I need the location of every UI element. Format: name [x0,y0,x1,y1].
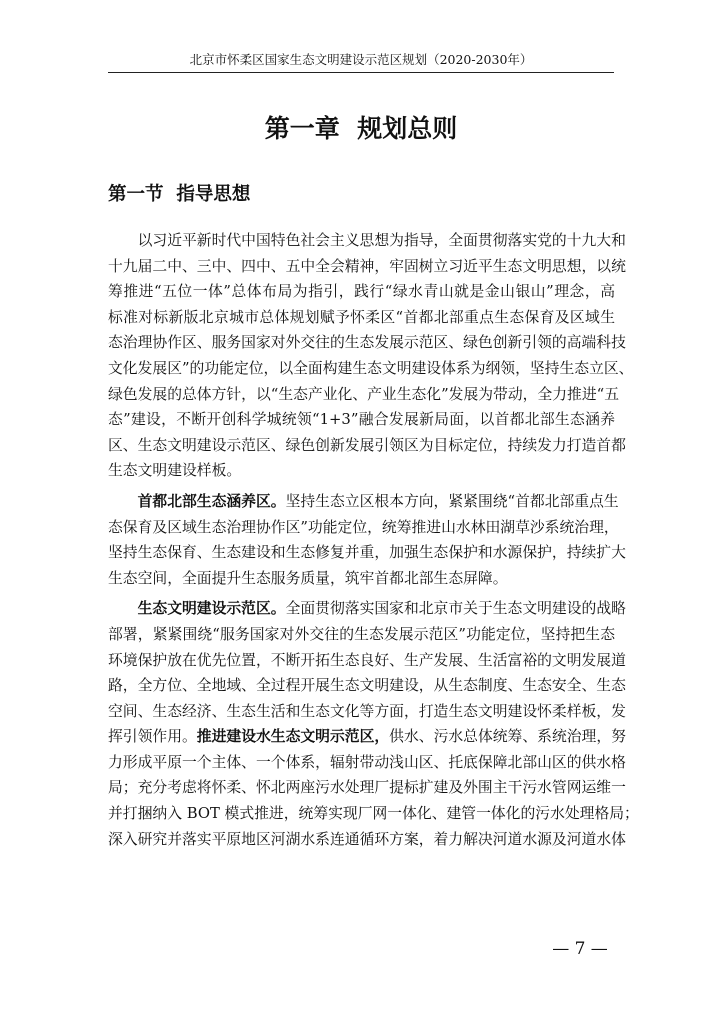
chapter-title: 第一章 规划总则 [264,114,458,143]
text-line: 以习近平新时代中国特色社会主义思想为指导，全面贯彻落实党的十九大和 [137,232,626,249]
text-run: 全面贯彻落实国家和北京市关于生态文明建设的战略 [285,600,626,618]
text-line: 路，全方位、全地域、全过程开展生态文明建设，从生态制度、生态安全、生态 [108,677,626,695]
text-line [108,596,626,622]
paragraph-lead-heading: 首都北部生态涵养区。 [137,492,286,510]
text-line: 文化发展区”的功能定位，以全面构建生态文明建设体系为纲领，坚持生态立区、 [108,359,634,377]
paragraph-guiding-ideology [108,228,634,484]
header-divider [108,72,614,73]
inline-bold-heading: 推进建设水生态文明示范区， [196,728,390,746]
text-line: 态”建设，不断开创科学城统领“1+3”融合发展新局面，以首都北部生态涵养 [108,411,615,429]
text-line: 生态文明建设样板。 [108,462,242,480]
text-line: 环境保护放在优先位置，不断开拓生态良好、生产发展、生活富裕的文明发展道 [108,651,626,669]
text-line: 筹推进“五位一体”总体布局为指引，践行“绿水青山就是金山银山”理念，高 [108,283,615,301]
text-run: 坚持生态立区根本方向，紧紧围绕“首都北部重点生 [285,492,619,510]
text-line: 空间、生态经济、生态生活和生态文化等方面，打造生态文明建设怀柔样板，发 [108,702,626,720]
body-text [108,228,639,852]
text-line: 生态空间，全面提升生态服务质量，筑牢首都北部生态屏障。 [108,569,508,587]
text-line: 深入研究并落实平原地区河湖水系连通循环方案，着力解决河道水源及河道水体 [108,830,626,848]
text-run: 挥引领作用。 [108,728,197,746]
text-line: 并打捆纳入 BOT 模式推进，统筹实现厂网一体化、建管一体化的污水处理格局； [108,805,639,823]
text-line: 态保育及区域生态治理协作区”功能定位，统筹推进山水林田湖草沙系统治理， [108,518,619,536]
paragraph-demonstration-area [108,596,639,852]
text-line: 力形成平原一个主体、一个体系，辐射带动浅山区、托底保障北部山区的供水格 [108,753,626,771]
text-line: 标准对标新版北京城市总体规划赋予怀柔区“首都北部重点生态保育及区域生 [108,308,615,326]
text-line [108,724,626,750]
text-line: 绿色发展的总体方针，以“生态产业化、产业生态化”发展为带动，全力推进“五 [108,385,619,403]
text-line [108,489,619,515]
paragraph-lead-heading: 生态文明建设示范区。 [137,600,286,618]
running-header: 北京市怀柔区国家生态文明建设示范区规划（2020-2030年） [189,52,533,67]
text-line: 区、生态文明建设示范区、绿色创新发展引领区为目标定位，持续发力打造首都 [108,436,626,454]
text-line: 态治理协作区、服务国家对外交往的生态发展示范区、绿色创新引领的高端科技 [108,334,626,352]
text-line: 部署，紧紧围绕“服务国家对外交往的生态发展示范区”功能定位，坚持把生态 [108,625,615,643]
text-line: 局；充分考虑将怀柔、怀北两座污水处理厂提标扩建及外围主干污水管网运维一 [108,779,626,797]
text-run: 供水、污水总体统筹、系统治理，努 [389,728,626,746]
section-title: 第一节 指导思想 [108,184,251,205]
paragraph-ecological-conservation-area [108,489,626,591]
text-line: 坚持生态保育、生态建设和生态修复并重，加强生态保护和水源保护，持续扩大 [108,544,626,562]
text-line: 十九届二中、三中、四中、五中全会精神，牢固树立习近平生态文明思想，以统 [108,257,626,275]
page-number: — 7 — [552,939,608,959]
